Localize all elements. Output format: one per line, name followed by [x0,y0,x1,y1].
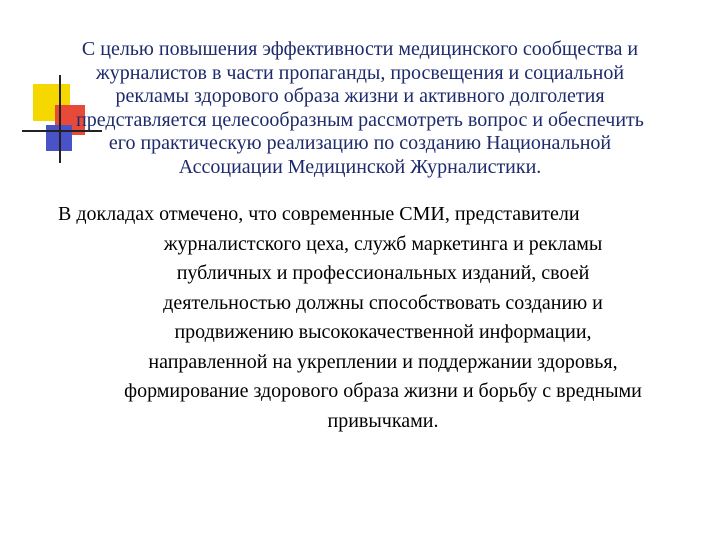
report-line: направленной на укреплении и поддержании здоровья, [148,350,618,373]
intro-line: рекламы здорового образа жизни и активного долголетия [115,85,605,107]
intro-line: представляется целесообразным рассмотреть вопрос и обеспечить [76,108,644,131]
report-line: публичных и профессиональных изданий, своей [176,262,590,284]
intro-line: С целью повышения эффективности медицинского сообщества и [81,38,639,60]
intro-paragraph [6,38,714,179]
report-line: В докладах отмечено, что современные СМИ, представители [58,203,580,225]
report-line: продвижению высококачественной информации, [174,321,592,343]
report-line: формирование здорового образа жизни и борьбу с вредными [124,380,642,402]
report-line: деятельностью должны способствовать созданию и [163,291,603,314]
intro-line: его практическую реализацию по созданию Национальной [108,132,612,154]
report-line: журналистского цеха, служб маркетинга и рекламы [163,232,603,255]
intro-line: Ассоциации Медицинской Журналистики. [178,155,542,178]
report-paragraph [48,200,718,436]
report-line: привычками. [327,409,439,432]
intro-line: журналистов в части пропаганды, просвещения и социальной [95,61,625,84]
